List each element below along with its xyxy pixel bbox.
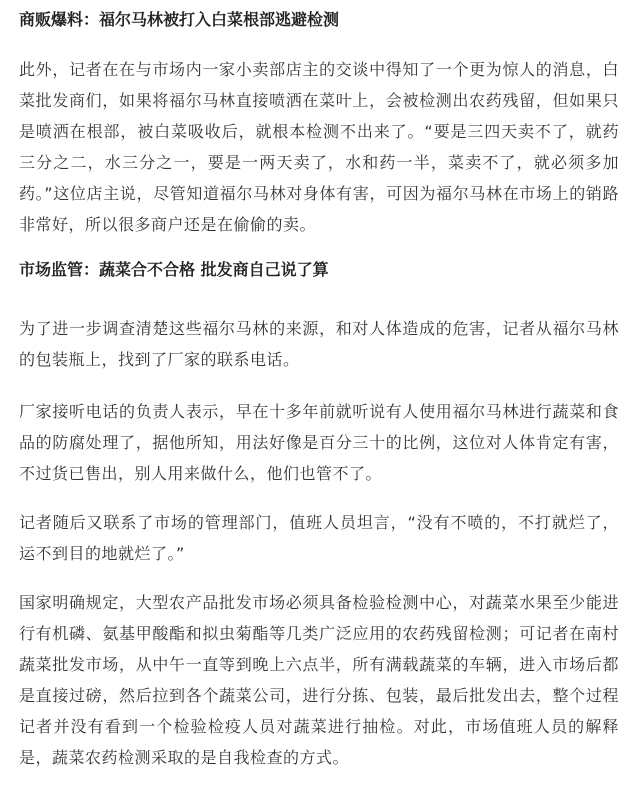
section-heading-vendor-disclosure: 商贩爆料：福尔马林被打入白菜根部逃避检测 [19,10,340,29]
paragraph-source-investigation: 为了进一步调查清楚这些福尔马林的来源，和对人体造成的危害，记者从福尔马林的包装瓶上，找到了厂家的联系电话。 [19,319,619,369]
paragraph-manufacturer-response: 厂家接听电话的负责人表示，早在十多年前就听说有人使用福尔马林进行蔬菜和食品的防腐处理了，据他所知，用法好像是百分三十的比例，这位对人体肯定有害，不过货已售出，别人用来做什么，他们也管不了。 [19,402,619,483]
paragraph-market-management: 记者随后又联系了市场的管理部门，值班人员坦言，“没有不喷的，不打就烂了，运不到目的地就烂了。” [19,513,619,563]
paragraph-national-regulation: 国家明确规定，大型农产品批发市场必须具备检验检测中心，对蔬菜水果至少能进行有机磷、氨基甲酸酯和拟虫菊酯等几类广泛应用的农药残留检测；可记者在南村蔬菜批发市场，从中午一直等到晚上六点半，所有满载蔬菜的车辆，进入市场后都是直接过磅，然后拉到各个蔬菜公司，进行分拣、包装，最后批发出去，整个过程记者并没有看到一个检验检疫人员对蔬菜进行抽检。对此，市场值班人员的解释是，蔬菜农药检测采取的是自我检查的方式。 [19,593,619,767]
paragraph-shop-owner-account: 此外，记者在在与市场内一家小卖部店主的交谈中得知了一个更为惊人的消息，白菜批发商们，如果将福尔马林直接喷洒在菜叶上，会被检测出农药残留，但如果只是喷洒在根部，被白菜吸收后，就根本检测不出来了。“要是三四天卖不了，就药三分之二，水三分之一，要是一两天卖了，水和药一半，菜卖不了，就必须多加药。”这位店主说，尽管知道福尔马林对身体有害，可因为福尔马林在市场上的销路非常好，所以很多商户还是在偷偷的卖。 [19,60,619,234]
section-heading-market-supervision: 市场监管：蔬菜合不合格 批发商自己说了算 [19,260,329,279]
